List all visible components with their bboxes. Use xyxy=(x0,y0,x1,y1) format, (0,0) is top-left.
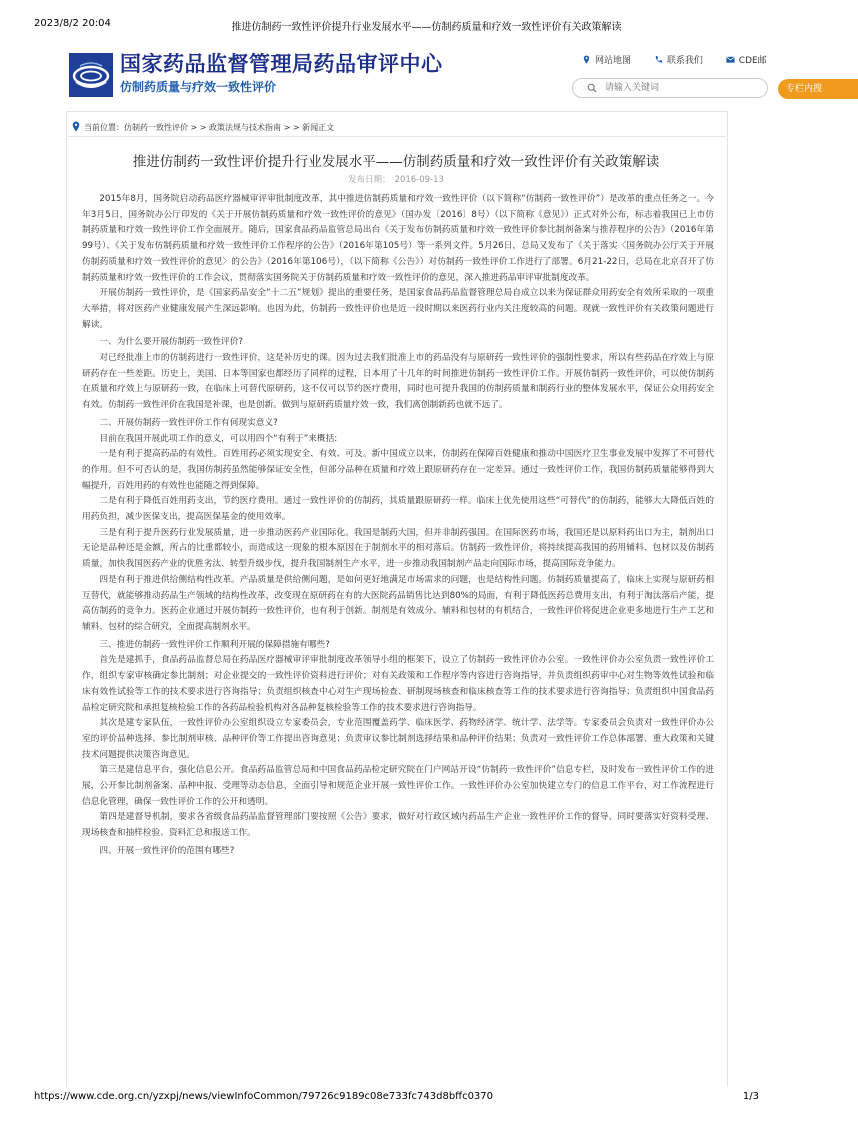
breadcrumb-text: 当前位置：仿制药一致性评价 > > 政策法规与技术指南 > > 新闻正文 xyxy=(84,123,335,132)
print-url: https://www.cde.org.cn/yzxpj/news/viewInfoCommon/79726c9189c08e733fc743d8bffc0370 xyxy=(34,1091,494,1102)
print-footer xyxy=(34,1091,759,1105)
search-box xyxy=(572,78,768,98)
breadcrumb xyxy=(72,121,334,133)
paragraph: 三是有利于提升医药行业发展质量，进一步推动医药产业国际化。我国是制药大国，但并非制药强国。在国际医药市场，我国还是以原料药出口为主，制剂出口无论是品种还是金额，所占的比重都较小，而造成这一现象的根本原因在于制剂水平的相对落后。仿制药一致性评价，将持续提高我国的药用辅料、包材以及仿制药质量，加快我国医药产业的优胜劣汰、转型升级步伐，提升我国制剂生产水平，进一步推动我国制剂产品走向国际市场，提高国际竞争能力。 xyxy=(82,527,714,570)
special-search-button[interactable]: 专栏内搜 xyxy=(778,79,858,99)
paragraph: 一是有利于提高药品的有效性。百姓用药必须实现安全、有效、可及。新中国成立以来，仿制药在保障百姓健康和推动中国医疗卫生事业发展中发挥了不可替代的作用。但不可否认的是，我国仿制药虽然能够保证安全性，但部分品种在质量和疗效上跟原研药存在一定差异。通过一致性评价工作，我国仿制药质量能够得到大幅提升，百姓用药的有效性也能随之得到保障。 xyxy=(82,449,714,491)
section-heading: 一、为什么要开展仿制药一致性评价? xyxy=(99,337,244,348)
paragraph: 二是有利于降低百姓用药支出，节约医疗费用。通过一致性评价的仿制药，其质量跟原研药一样。临床上优先使用这些“可替代”的仿制药，能够大大降低百姓的用药负担，减少医保支出，提高医保基金的使用效率。 xyxy=(82,496,714,523)
paragraph: 对已经批准上市的仿制药进行一致性评价，这是补历史的课。因为过去我们批准上市的药品没有与原研药一致性评价的强制性要求，所以有些药品在疗效上与原研药存在一些差距。历史上，美国、日本等国家也都经历了同样的过程，日本用了十几年的时间推进仿制药一致性评价工作。开展仿制药一致性评价，可以使仿制药在质量和疗效上与原研药一致，在临床上可替代原研药，这不仅可以节约医疗费用，同时也可提升我国的仿制药质量和制药行业的整体发展水平，保证公众用药安全有效。仿制药一致性评价在我国是补课，也是创新。做到与原研药质量疗效一致，我们离创制新药也就不远了。 xyxy=(82,353,714,411)
email-label: CDE邮 xyxy=(738,56,767,66)
paragraph: 第三是建信息平台，强化信息公开。食品药品监管总局和中国食品药品检定研究院在门户网站开设“仿制药一致性评价”信息专栏，及时发布一致性评价工作的进展，公开参比制剂备案、品种申报、受理等动态信息，全面引导和规范企业开展一致性评价工作。一致性评价办公室加快建立专门的信息工作平台，对工作流程进行信息化管理，确保一致性评价工作的公开和透明。 xyxy=(82,765,714,807)
paragraph: 目前在我国开展此项工作的意义，可以用四个“有利于”来概括: xyxy=(99,433,338,444)
article-date xyxy=(66,173,726,185)
section-heading: 三、推进仿制药一致性评价工作顺利开展的保障措施有哪些? xyxy=(99,639,330,650)
print-header xyxy=(34,18,759,32)
location-pin-icon xyxy=(72,121,80,132)
mail-icon xyxy=(726,55,735,64)
location-pin-icon xyxy=(582,55,591,64)
sitemap-link[interactable] xyxy=(582,53,631,66)
email-link[interactable] xyxy=(726,53,767,66)
top-links xyxy=(582,53,787,66)
paragraph: 第四是建督导机制，要求各省级食品药品监督管理部门要按照《公告》要求，做好对行政区域内药品生产企业一致性评价工作的督导，同时要落实好资料受理、现场核查和抽样检验、资料汇总和报送工作。 xyxy=(82,812,714,839)
paragraph: 首先是建抓手，食品药品监督总局在药品医疗器械审评审批制度改革领导小组的框架下，设立了仿制药一致性评价办公室。一致性评价办公室负责一致性评价工作，组织专家审核确定参比制剂；对企业提交的一致性评价资料进行评价；对有关政策和工作程序等内容进行咨询指导，并负责组织药审中心对生物等效性试验和临床有效性试验等工作的技术要求进行咨询指导；负责组织核查中心对生产现场检查、研制现场核查和临床核查等工作的技术要求进行咨询指导；负责组织中国食品药品检定研究院和承担复核检验工作的各药品检验机构对各品种复核检验等工作的技术要求进行咨询指导。 xyxy=(82,655,714,713)
print-title: 推进仿制药一致性评价提升行业发展水平——仿制药质量和疗效一致性评价有关政策解读 xyxy=(231,22,622,33)
contact-link[interactable] xyxy=(654,53,703,66)
paragraph: 四是有利于推进供给侧结构性改革。产品质量是供给侧问题，是如何更好地满足市场需求的问题，也是结构性问题。仿制药质量提高了，临床上实现与原研药相互替代，就能够推动药品生产领域的结构性改革，改变现在原研药在有的大医院药品销售比达到80%的局面，有利于降低医药总费用支出，有利于淘汰落后产能，提高仿制药的竞争力。医药企业通过开展仿制药一致性评价，也有利于创新。制剂是有效成分、辅料和包材的有机结合，一致性评价将促进企业更多地进行生产工艺和辅料、包材的综合研究，全面提高制剂水平。 xyxy=(82,574,714,632)
article-body xyxy=(82,192,714,860)
date-value: 2016-09-13 xyxy=(394,175,444,185)
site-header xyxy=(60,44,823,106)
sitemap-label: 网站地图 xyxy=(595,56,632,66)
date-label: 发布日期： xyxy=(348,175,391,185)
article-title: 推进仿制药一致性评价提升行业发展水平——仿制药质量和疗效一致性评价有关政策解读 xyxy=(132,154,660,170)
section-heading: 四、开展一致性评价的范围有哪些? xyxy=(99,845,235,856)
divider xyxy=(66,136,726,137)
search-icon[interactable] xyxy=(587,83,597,93)
paragraph: 其次是建专家队伍，一致性评价办公室组织设立专家委员会，专业范围覆盖药学、临床医学、药物经济学、统计学、法学等。专家委员会负责对一致性评价办公室的评价品种选择、参比制剂审核、品种评价等工作提出咨询意见；负责审议参比制剂选择结果和品种评价结果；负责对一致性评价工作总体部署、重大政策和关键技术问题提供决策咨询意见。 xyxy=(82,718,714,760)
site-subtitle: 仿制药质量与疗效一致性评价 xyxy=(120,80,277,94)
print-page-number: 1/3 xyxy=(742,1091,759,1102)
search-input[interactable] xyxy=(605,81,755,95)
cde-logo-icon xyxy=(68,52,114,98)
site-name: 国家药品监督管理局药品审评中心 xyxy=(120,52,443,76)
print-datetime: 2023/8/2 20:04 xyxy=(34,18,111,29)
contact-label: 联系我们 xyxy=(666,56,703,66)
section-heading: 二、开展仿制药一致性评价工作有何现实意义? xyxy=(99,417,278,428)
phone-icon xyxy=(654,55,663,64)
paragraph: 开展仿制药一致性评价，是《国家药品安全“十二五”规划》提出的重要任务，是国家食品药品监督管理总局自成立以来为保证群众用药安全有效所采取的一项重大举措，将对医药产业健康发展产生深远影响。也因为此，仿制药一致性评价也是近一段时期以来医药行业内关注度较高的问题。现就一致性评价有关政策问题进行解读。 xyxy=(82,288,714,330)
paragraph: 2015年8月，国务院启动药品医疗器械审评审批制度改革，其中推进仿制药质量和疗效一致性评价（以下简称“仿制药一致性评价”）是改革的重点任务之一。今年3月5日，国务院办公厅印发的《关于开展仿制药质量和疗效一致性评价的意见》（国办发〔2016〕8号）（以下简称《意见》）正式对外公布，标志着我国已上市仿制药质量和疗效一致性评价工作全面展开。随后，国家食品药品监管总局出台《关于发布仿制药质量和疗效一致性评价参比制剂备案与推荐程序的公告》（2016年第99号）、《关于发布仿制药质量和疗效一致性评价工作程序的公告》（2016年第105号）等一系列文件。5月26日，总局又发布了《关于落实〈国务院办公厅关于开展仿制药质量和疗效一致性评价的意见〉的公告》（2016年第106号），（以下简称《公告》）对仿制药一致性评价工作进行了部署。6月21-22日，总局在北京召开了仿制药质量和疗效一致性评价的工作会议，贯彻落实国务院关于仿制药质量和疗效一致性评价的意见，深入推进药品审评审批制度改革。 xyxy=(82,194,714,283)
